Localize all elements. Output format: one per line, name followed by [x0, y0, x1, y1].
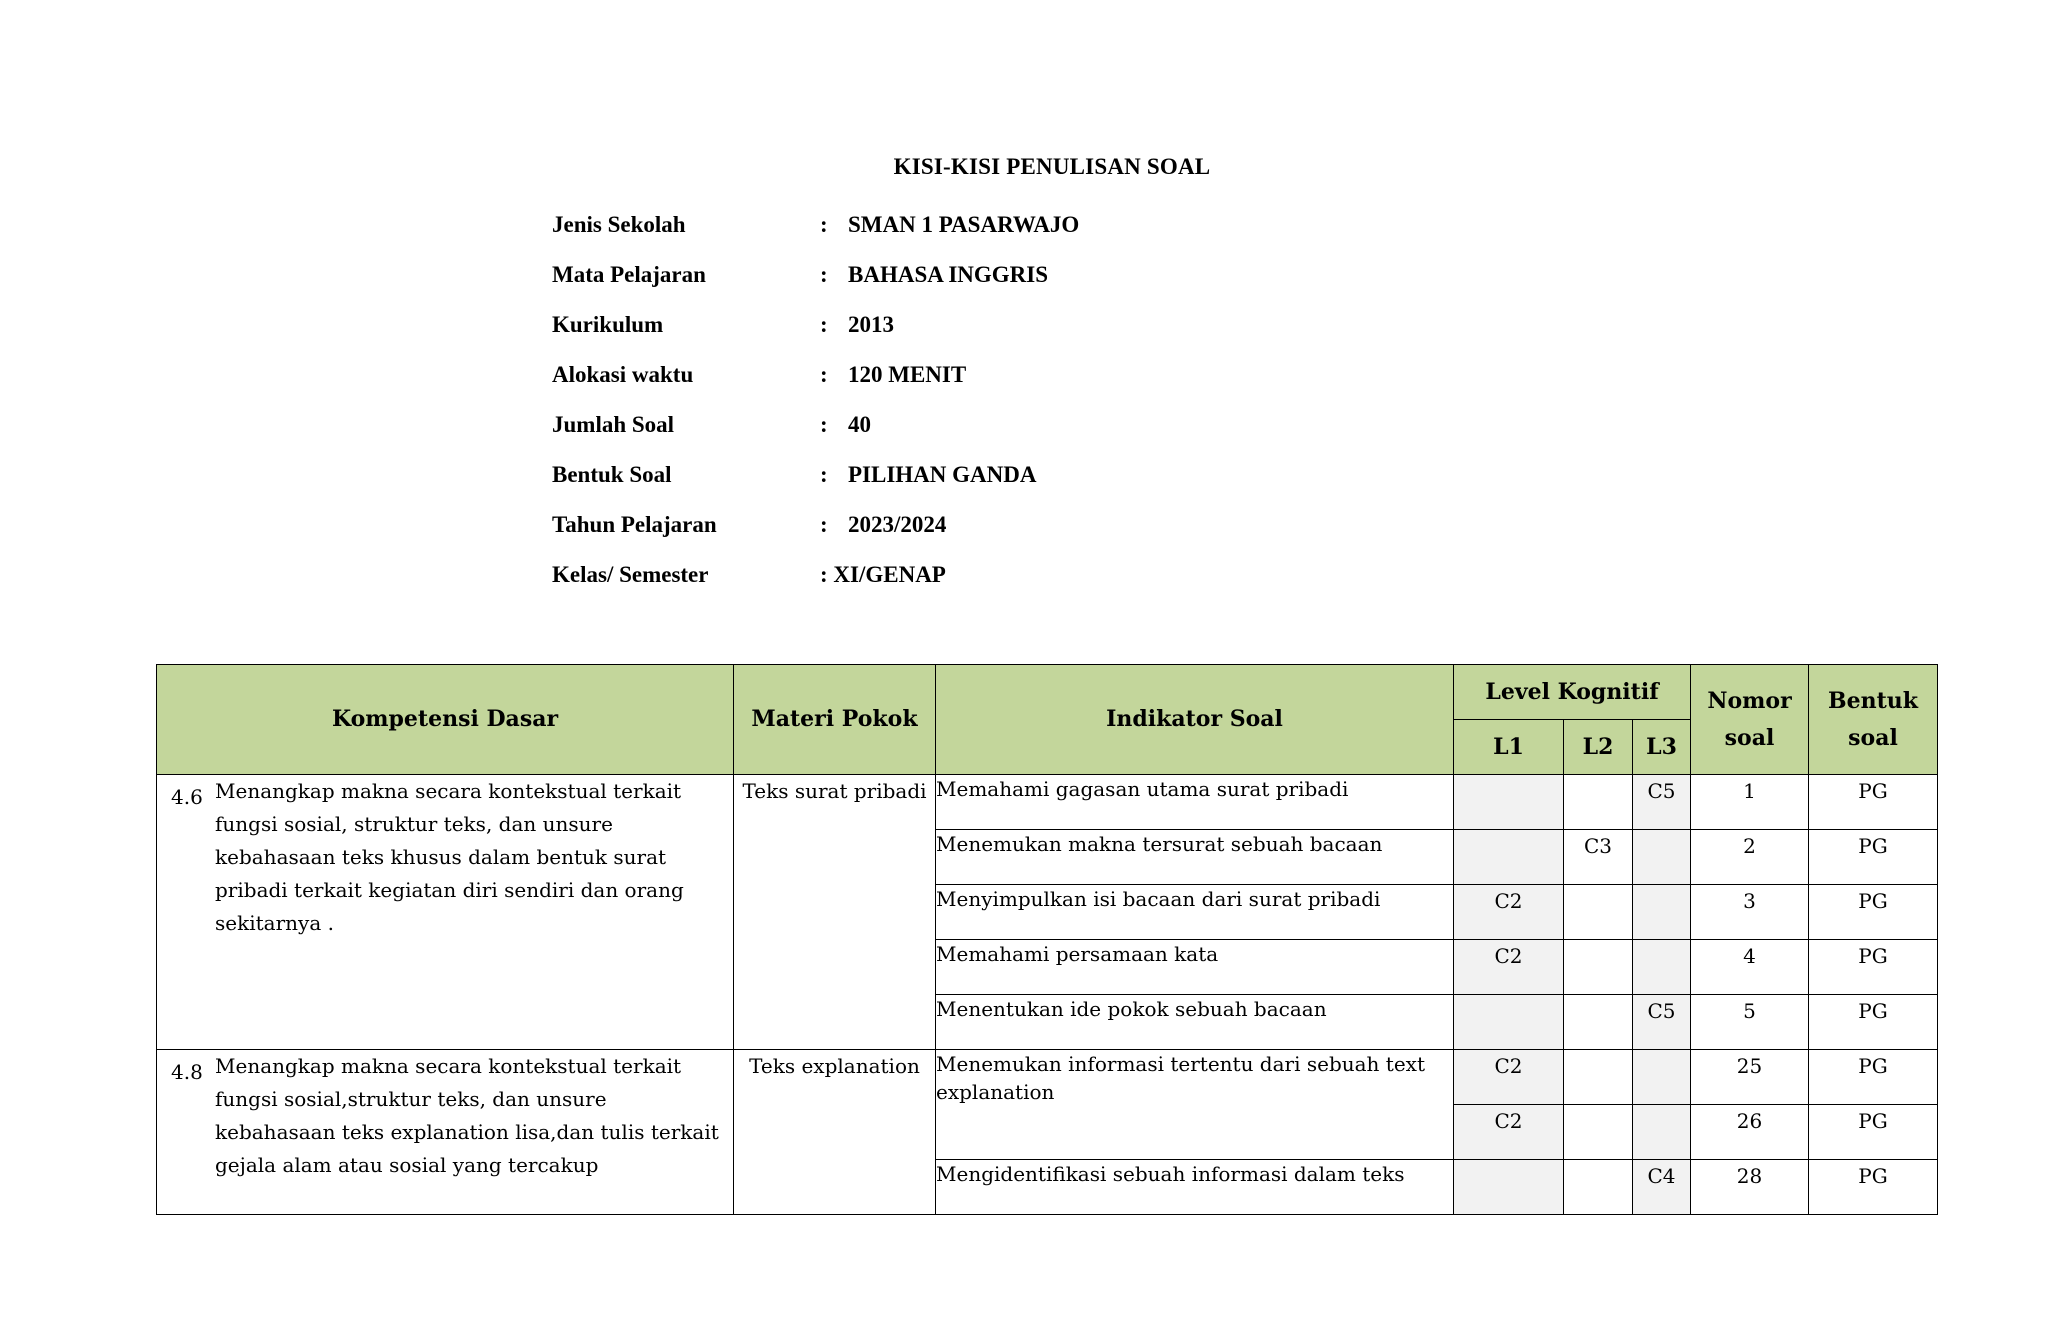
header-materi-pokok: Materi Pokok: [734, 665, 936, 775]
meta-value: PILIHAN GANDA: [848, 462, 1037, 487]
kd-text: Menangkap makna secara kontekstual terkait fungsi sosial,struktur teks, dan unsure kebahasaan teks explanation lisa,dan tulis terkait gejala alam atau sosial yang tercakup: [215, 1054, 719, 1177]
header-l3: L3: [1633, 720, 1691, 775]
meta-key: Mata Pelajaran: [552, 262, 706, 287]
nomor-cell: 5: [1691, 995, 1809, 1050]
l2-cell: [1564, 940, 1633, 995]
meta-row-jenis-sekolah: [552, 206, 1252, 256]
meta-key: Tahun Pelajaran: [552, 512, 717, 537]
l2-cell: [1564, 1050, 1633, 1105]
meta-key: Bentuk Soal: [552, 462, 672, 487]
meta-colon: :: [820, 262, 828, 287]
header-bentuk-line1: Bentuk: [1828, 687, 1919, 714]
header-nomor-line1: Nomor: [1707, 687, 1792, 714]
indikator-cell: Menentukan ide pokok sebuah bacaan: [936, 995, 1454, 1050]
indikator-cell: Memahami gagasan utama surat pribadi: [936, 775, 1454, 830]
l1-cell: C2: [1454, 940, 1564, 995]
document-title: KISI-KISI PENULISAN SOAL: [893, 154, 1211, 179]
table-row: [157, 775, 1938, 830]
meta-row-jumlah-soal: [552, 406, 1252, 456]
l2-cell: [1564, 885, 1633, 940]
l1-cell: C2: [1454, 1105, 1564, 1160]
meta-value: 40: [848, 412, 871, 437]
kompetensi-dasar-cell: [157, 1050, 734, 1215]
l3-cell: C5: [1633, 995, 1691, 1050]
indikator-cell: Menemukan informasi tertentu dari sebuah text explanation: [936, 1050, 1454, 1160]
bentuk-cell: PG: [1809, 1050, 1938, 1105]
meta-value: BAHASA INGGRIS: [848, 262, 1049, 287]
kd-number: 4.6: [171, 785, 203, 809]
meta-key: Jumlah Soal: [552, 412, 675, 437]
meta-key: Jenis Sekolah: [552, 212, 686, 237]
nomor-cell: 25: [1691, 1050, 1809, 1105]
bentuk-cell: PG: [1809, 940, 1938, 995]
l3-cell: [1633, 830, 1691, 885]
kompetensi-dasar-cell: [157, 775, 734, 1050]
kd-number: 4.8: [171, 1060, 203, 1084]
l1-cell: [1454, 1160, 1564, 1215]
materi-pokok-cell: Teks surat pribadi: [734, 775, 936, 1050]
meta-row-tahun-pelajaran: [552, 506, 1252, 556]
bentuk-cell: PG: [1809, 775, 1938, 830]
meta-row-kurikulum: [552, 306, 1252, 356]
meta-key: Kelas/ Semester: [552, 562, 709, 587]
header-l1: L1: [1454, 720, 1564, 775]
l2-cell: [1564, 1105, 1633, 1160]
document-metadata: [552, 206, 1252, 606]
table-row: [157, 1050, 1938, 1105]
bentuk-cell: PG: [1809, 885, 1938, 940]
header-l2: L2: [1564, 720, 1633, 775]
nomor-cell: 4: [1691, 940, 1809, 995]
nomor-cell: 2: [1691, 830, 1809, 885]
kisi-kisi-table: [156, 664, 1938, 1215]
nomor-cell: 28: [1691, 1160, 1809, 1215]
meta-colon: :: [820, 362, 828, 387]
header-indikator-soal: Indikator Soal: [936, 665, 1454, 775]
header-nomor-soal: [1691, 665, 1809, 775]
l1-cell: C2: [1454, 1050, 1564, 1105]
meta-key: Kurikulum: [552, 312, 664, 337]
kd-text: Menangkap makna secara kontekstual terkait fungsi sosial, struktur teks, dan unsure kebahasaan teks khusus dalam bentuk surat pribadi terkait kegiatan diri sendiri dan orang sekitarnya .: [215, 779, 684, 935]
l3-cell: [1633, 1105, 1691, 1160]
meta-row-bentuk-soal: [552, 456, 1252, 506]
header-kompetensi-dasar: Kompetensi Dasar: [157, 665, 734, 775]
l3-cell: [1633, 885, 1691, 940]
l3-cell: C5: [1633, 775, 1691, 830]
l1-cell: [1454, 995, 1564, 1050]
bentuk-cell: PG: [1809, 1105, 1938, 1160]
indikator-cell: Memahami persamaan kata: [936, 940, 1454, 995]
header-level-kognitif: Level Kognitif: [1454, 665, 1691, 720]
meta-row-mata-pelajaran: [552, 256, 1252, 306]
header-bentuk-soal: [1809, 665, 1938, 775]
l1-cell: C2: [1454, 885, 1564, 940]
meta-colon: :: [820, 462, 828, 487]
l2-cell: [1564, 1160, 1633, 1215]
indikator-cell: Mengidentifikasi sebuah informasi dalam teks: [936, 1160, 1454, 1215]
meta-colon: :: [820, 412, 828, 437]
l2-cell: [1564, 995, 1633, 1050]
header-nomor-line2: soal: [1724, 724, 1775, 751]
nomor-cell: 3: [1691, 885, 1809, 940]
l3-cell: C4: [1633, 1160, 1691, 1215]
meta-colon: :: [820, 512, 828, 537]
bentuk-cell: PG: [1809, 830, 1938, 885]
l3-cell: [1633, 1050, 1691, 1105]
l2-cell: C3: [1564, 830, 1633, 885]
meta-row-alokasi-waktu: [552, 356, 1252, 406]
meta-value: SMAN 1 PASARWAJO: [848, 212, 1080, 237]
l2-cell: [1564, 775, 1633, 830]
nomor-cell: 1: [1691, 775, 1809, 830]
bentuk-cell: PG: [1809, 1160, 1938, 1215]
indikator-cell: Menemukan makna tersurat sebuah bacaan: [936, 830, 1454, 885]
meta-colon: :: [820, 312, 828, 337]
meta-key: Alokasi waktu: [552, 362, 694, 387]
header-bentuk-line2: soal: [1848, 724, 1898, 751]
indikator-cell: Menyimpulkan isi bacaan dari surat pribadi: [936, 885, 1454, 940]
materi-pokok-cell: Teks explanation: [734, 1050, 936, 1215]
meta-value: : XI/GENAP: [820, 562, 946, 587]
bentuk-cell: PG: [1809, 995, 1938, 1050]
meta-value: 2023/2024: [848, 512, 947, 537]
l1-cell: [1454, 775, 1564, 830]
meta-value: 120 MENIT: [848, 362, 967, 387]
meta-value: 2013: [848, 312, 894, 337]
l1-cell: [1454, 830, 1564, 885]
nomor-cell: 26: [1691, 1105, 1809, 1160]
meta-colon: :: [820, 212, 828, 237]
l3-cell: [1633, 940, 1691, 995]
meta-row-kelas-semester: [552, 556, 1252, 606]
